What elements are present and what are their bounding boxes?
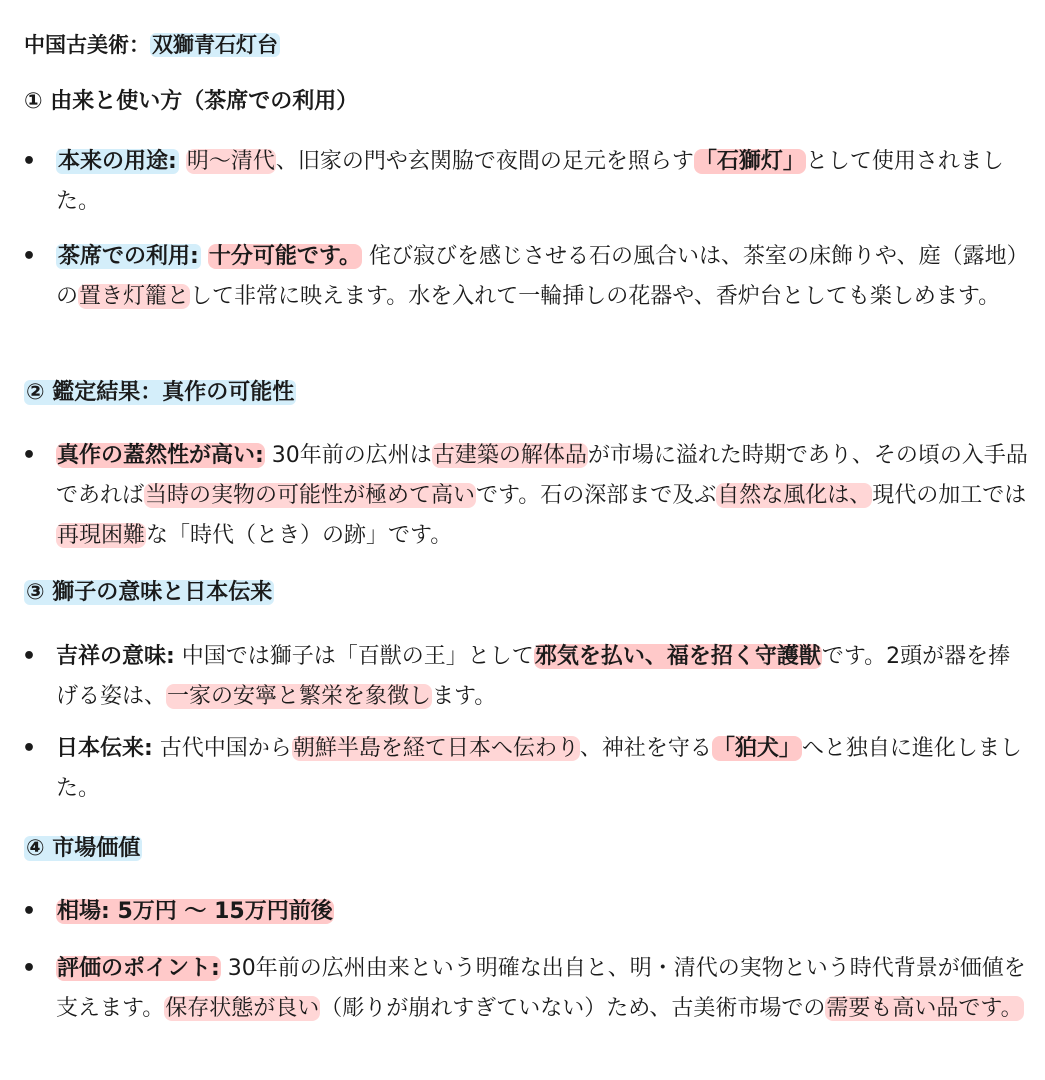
section-4-heading: [24, 832, 142, 866]
item-highlight-bold: 「石獅灯」: [694, 149, 805, 174]
item-highlight: 明〜清代: [186, 149, 275, 174]
list-item: [22, 729, 1032, 809]
section-3-heading-text: ③ 獅子の意味と日本伝来: [26, 580, 273, 605]
section-4-heading-text: ④ 市場価値: [26, 836, 141, 861]
list-item: [22, 637, 1032, 717]
section-2-heading: [24, 376, 296, 410]
item-text: 30年前の広州は: [264, 443, 432, 468]
title-highlight: 双獅青石灯台: [152, 33, 278, 57]
item-highlight: 再現困難: [57, 523, 146, 548]
item-text: [201, 244, 208, 269]
list-item-text: [56, 637, 1032, 717]
bullet-icon: •: [22, 443, 37, 468]
title-prefix: 中国古美術：: [24, 33, 150, 57]
item-label: 相場: 5万円 〜 15万円前後: [57, 899, 333, 924]
item-text: [179, 149, 186, 174]
bullet-icon: •: [22, 149, 37, 174]
item-highlight: 一家の安寧と繁栄を象徴し: [167, 684, 432, 709]
item-label: 本来の用途:: [58, 149, 177, 174]
item-label: 茶席での利用:: [58, 244, 199, 269]
item-text: が市場に溢れた時期であり、その頃の入手品であれば: [56, 443, 1028, 508]
section-2-heading-text: ② 鑑定結果：真作の可能性: [26, 380, 295, 405]
bullet-icon: •: [22, 956, 37, 981]
item-text: 古代中国から: [152, 736, 292, 761]
item-text: 、旧家の門や玄関脇で夜間の足元を照らす: [275, 149, 694, 174]
list-item-text: [56, 142, 1032, 222]
list-item: [22, 892, 1032, 932]
item-text: 中国では獅子は「百獣の王」として: [174, 644, 534, 669]
item-label: 真作の蓋然性が高い:: [57, 443, 264, 468]
list-item: [22, 237, 1032, 317]
item-label: 評価のポイント:: [57, 956, 220, 981]
bullet-icon: •: [22, 244, 37, 269]
bullet-icon: •: [22, 899, 37, 924]
item-highlight: 需要も高い品です。: [826, 996, 1023, 1021]
item-highlight: 自然な風化は、: [717, 483, 872, 508]
item-highlight: 置き灯籠と: [79, 284, 190, 309]
item-text: して非常に映えます。水を入れて一輪挿しの花器や、香炉台としても楽しめます。: [190, 284, 1001, 309]
list-item: [22, 436, 1032, 556]
item-highlight: 朝鮮半島を経て日本へ伝わり: [292, 736, 579, 761]
bullet-icon: •: [22, 736, 37, 761]
item-highlight: 保存状態が良い: [165, 996, 320, 1021]
list-item: [22, 949, 1032, 1029]
list-item-text: [56, 892, 1032, 932]
item-text: 30年前の広州由来という明確な出自と、明・清代の実物という時代背景が価値を支えます。: [56, 956, 1026, 1021]
item-text: （彫りが崩れすぎていない）ため、古美術市場での: [320, 996, 826, 1021]
section-3-heading: [24, 576, 274, 610]
item-highlight: 古建築の解体品: [432, 443, 587, 468]
item-label: 日本伝来:: [56, 736, 153, 761]
item-text: へと独自に進化しました。: [56, 736, 1022, 801]
list-item-text: [56, 729, 1032, 809]
list-item-text: [56, 436, 1032, 556]
item-label: 吉祥の意味:: [56, 644, 175, 669]
item-highlight: 当時の実物の可能性が極めて高い: [145, 483, 476, 508]
item-highlight-bold: 「狛犬」: [712, 736, 801, 761]
document-title: [24, 28, 280, 62]
item-text: 現代の加工では: [872, 483, 1027, 508]
section-1-heading: [24, 85, 358, 119]
list-item-text: [56, 949, 1032, 1029]
list-item-text: [56, 237, 1032, 317]
item-text: 侘び寂びを感じさせる石の風合いは、茶室の床飾りや、庭（露地）の: [56, 244, 1029, 309]
section-1-heading-text: ① 由来と使い方（茶席での利用）: [24, 89, 359, 114]
item-text: な「時代（とき）の跡」です。: [146, 523, 453, 548]
item-text: として使用されました。: [56, 149, 1004, 214]
item-highlight-bold: 十分可能です。: [208, 244, 362, 269]
item-highlight-bold: 邪気を払い、福を招く守護獣: [534, 644, 821, 669]
bullet-icon: •: [22, 644, 37, 669]
item-text: です。2頭が器を捧げる姿は、: [56, 644, 1011, 709]
item-text: 、神社を守る: [579, 736, 712, 761]
item-text: です。石の深部まで及ぶ: [476, 483, 717, 508]
list-item: [22, 142, 1032, 222]
item-text: ます。: [432, 684, 497, 709]
